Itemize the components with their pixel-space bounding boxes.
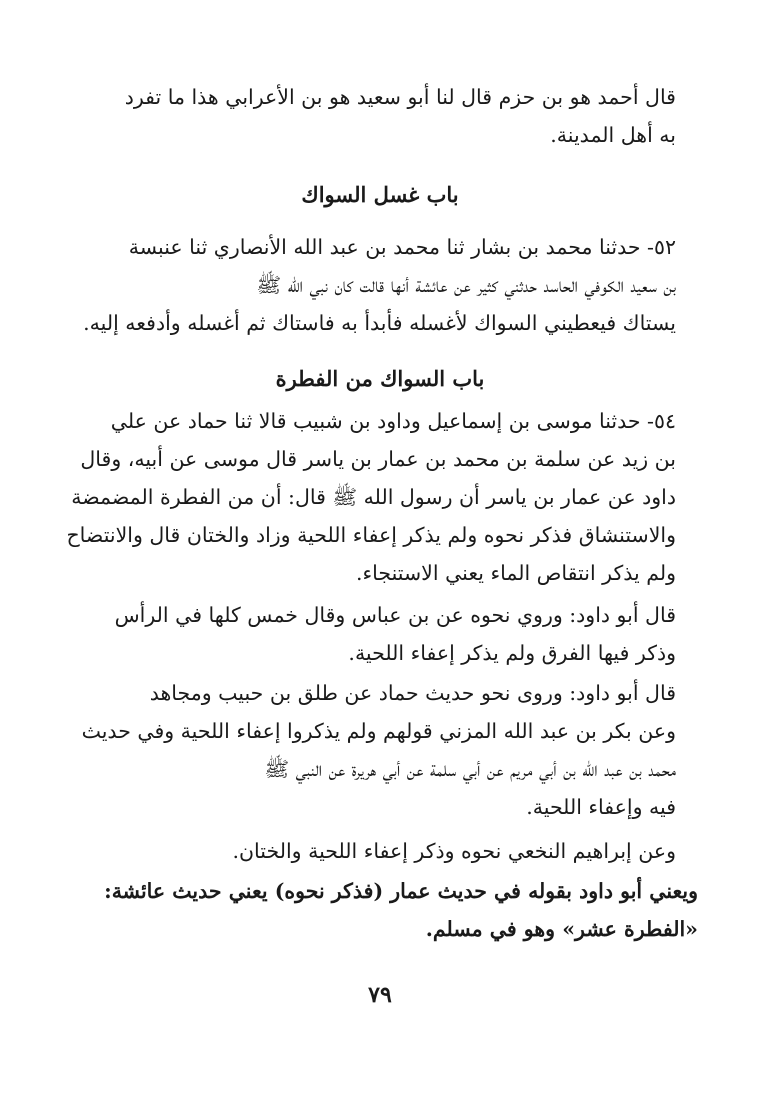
hadith-54-line-3: داود عن عمار بن ياسر أن رسول الله ﷺ قال: أن من الفطرة المضمضة: [71, 485, 676, 509]
hadith-54-line-1: ٥٤- حدثنا موسى بن إسماعيل وداود بن شبيب قالا ثنا حماد عن علي: [110, 409, 676, 433]
section-heading-siwak-fitra: باب السواك من الفطرة: [275, 366, 485, 391]
intro-line-1: قال أحمد هو بن حزم قال لنا أبو سعيد هو بن الأعرابي هذا ما تفرد: [124, 85, 676, 109]
abu-dawud-2-line-3: محمد بن عبد الله بن أبي مريم عن أبي سلمة عن أبي هريرة عن النبي ﷺ: [264, 757, 676, 781]
hadith-54-line-5: ولم يذكر انتقاص الماء يعني الاستنجاء.: [355, 561, 676, 585]
note-line-2: «الفطرة عشر» وهو في مسلم.: [425, 917, 698, 941]
intro-line-2: به أهل المدينة.: [550, 123, 676, 147]
hadith-54-paragraph: [62, 402, 698, 592]
abu-dawud-1-line-1: قال أبو داود: وروي نحوه عن بن عباس وقال خمس كلها في الرأس: [114, 603, 676, 627]
note-paragraph: [62, 872, 698, 948]
hadith-54-line-4: والاستنشاق فذكر نحوه ولم يذكر إعفاء اللحية وزاد والختان قال والانتضاح: [66, 523, 676, 547]
intro-paragraph: [62, 78, 698, 154]
hadith-52-line-3: يستاك فيعطيني السواك لأغسله فأبدأ به فاستاك ثم أغسله وأدفعه إليه.: [83, 311, 676, 335]
section-heading-washing-siwak: باب غسل السواك: [301, 182, 459, 207]
abu-dawud-1-line-2: وذكر فيها الفرق ولم يذكر إعفاء اللحية.: [348, 641, 676, 665]
hadith-52-line-1: ٥٢- حدثنا محمد بن بشار ثنا محمد بن عبد الله الأنصاري ثنا عنبسة: [128, 235, 676, 259]
note-line-1: ويعني أبو داود بقوله في حديث عمار (فذكر نحوه) يعني حديث عائشة:: [104, 879, 698, 903]
ibrahim-paragraph: [62, 832, 698, 870]
hadith-54-line-2: بن زيد عن سلمة بن محمد بن عمار بن ياسر قال موسى عن أبيه، وقال: [80, 447, 676, 471]
hadith-52-paragraph: [62, 228, 698, 342]
ibrahim-line-1: وعن إبراهيم النخعي نحوه وذكر إعفاء اللحية والختان.: [232, 839, 676, 863]
abu-dawud-2-line-1: قال أبو داود: وروى نحو حديث حماد عن طلق بن حبيب ومجاهد: [149, 681, 676, 705]
page-number: ٧٩: [368, 982, 392, 1008]
abu-dawud-2-line-2: وعن بكر بن عبد الله المزني قولهم ولم يذكروا إعفاء اللحية وفي حديث: [81, 719, 676, 743]
abu-dawud-2-line-4: فيه وإعفاء اللحية.: [526, 795, 676, 819]
hadith-52-line-2: بن سعيد الكوفي الحاسد حدثني كثير عن عائشة أنها قالت كان نبي الله ﷺ: [256, 273, 676, 297]
abu-dawud-comment-1: [62, 596, 698, 672]
document-page: [62, 78, 698, 1078]
abu-dawud-comment-2: [62, 674, 698, 826]
